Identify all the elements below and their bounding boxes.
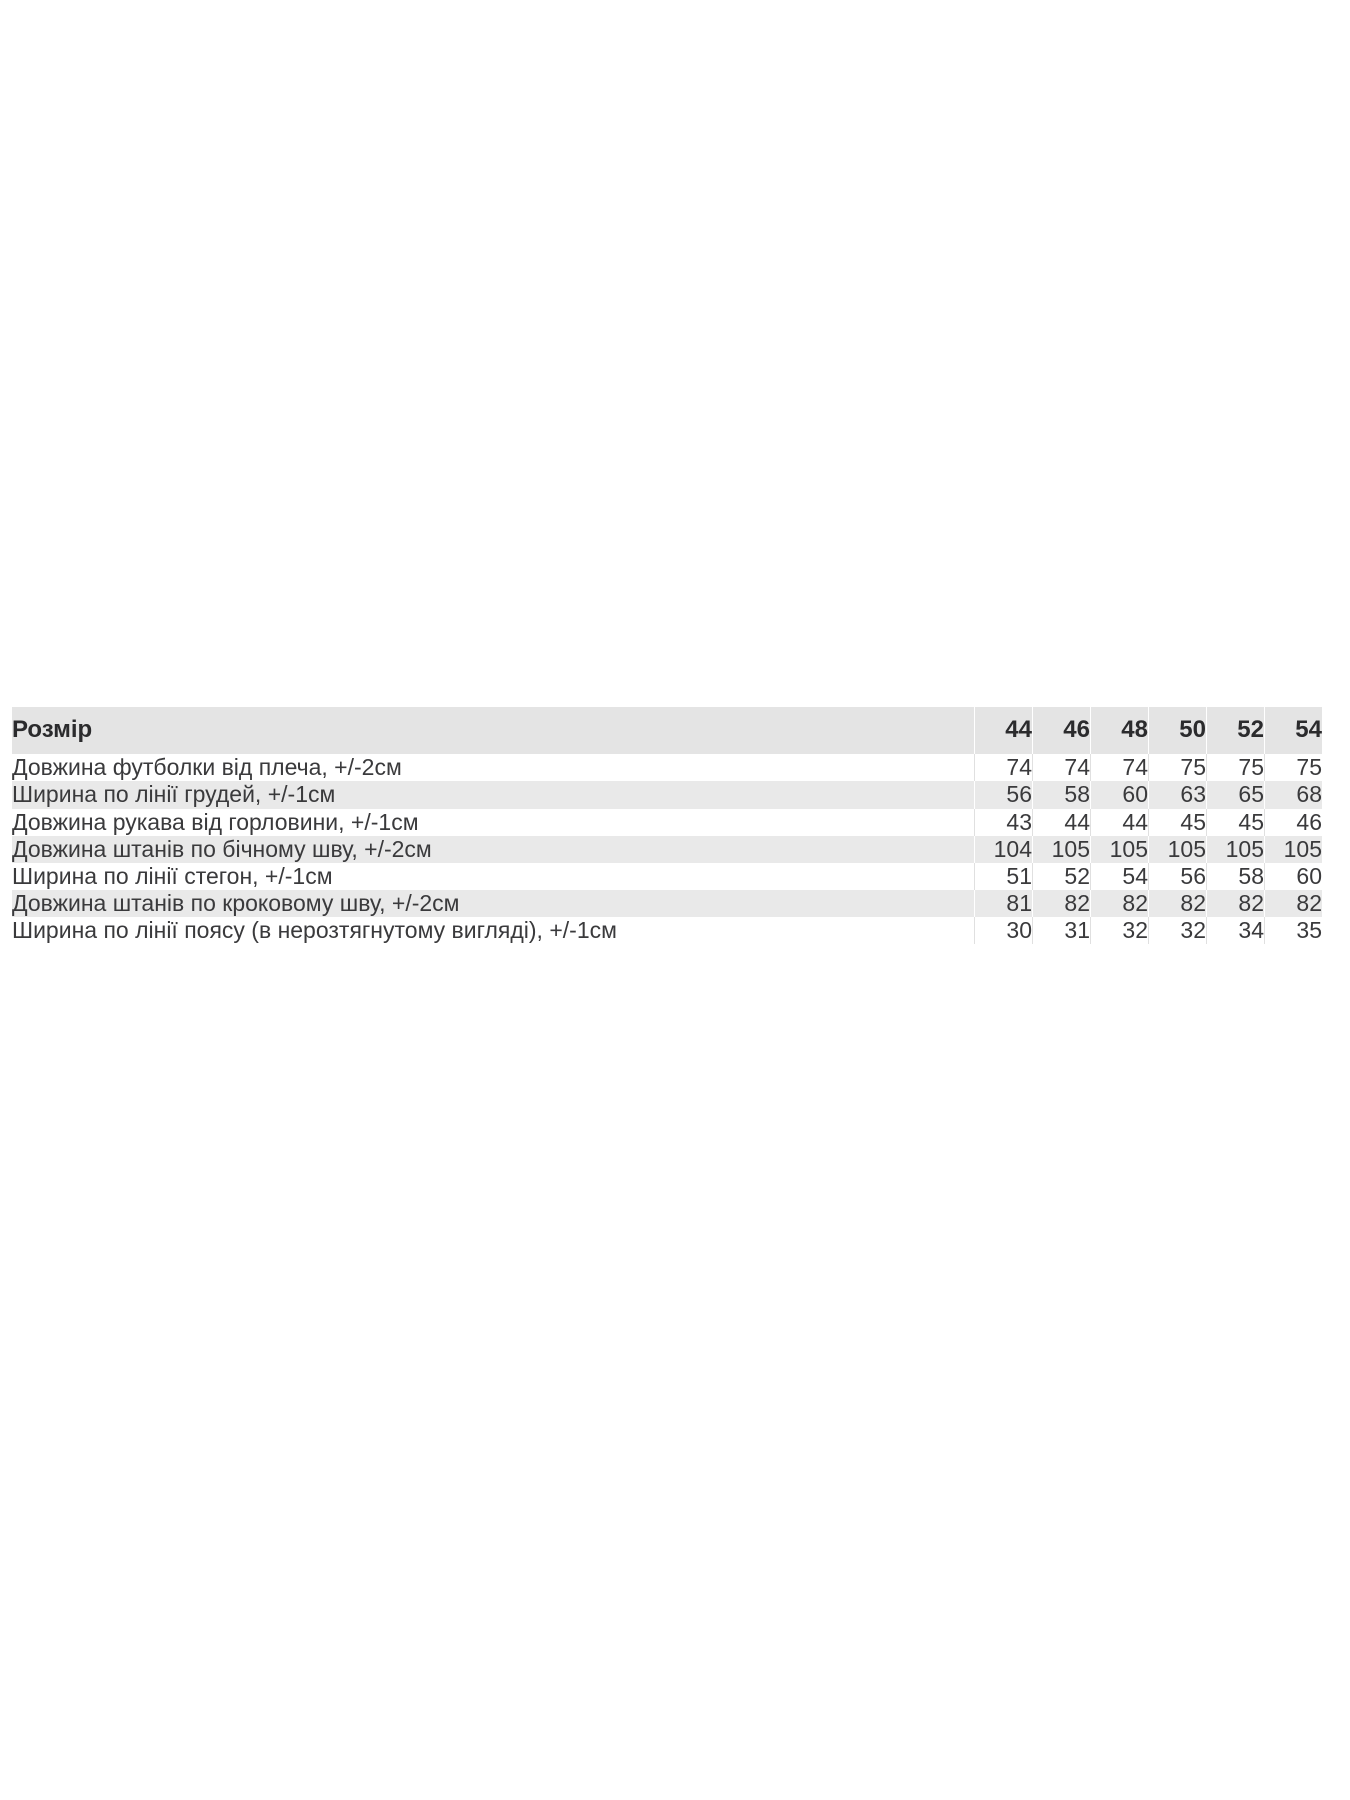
header-size-44: 44: [975, 707, 1033, 754]
header-size-52: 52: [1207, 707, 1265, 754]
table-row: [12, 781, 1322, 808]
row-value: 81: [975, 890, 1033, 917]
row-value: 82: [1149, 890, 1207, 917]
row-value: 105: [1265, 836, 1323, 863]
row-value: 82: [1265, 890, 1323, 917]
row-value: 75: [1207, 754, 1265, 781]
row-value: 105: [1091, 836, 1149, 863]
size-chart-table: [12, 707, 1322, 944]
row-value: 45: [1149, 809, 1207, 836]
row-value: 54: [1091, 863, 1149, 890]
header-size-54: 54: [1265, 707, 1323, 754]
table-row: [12, 809, 1322, 836]
size-chart-body: [12, 754, 1322, 944]
row-value: 46: [1265, 809, 1323, 836]
row-value: 51: [975, 863, 1033, 890]
row-label: Довжина рукава від горловини, +/-1см: [12, 808, 419, 835]
row-value: 58: [1033, 781, 1091, 808]
row-value: 60: [1091, 781, 1149, 808]
table-row: [12, 863, 1322, 890]
row-value: 44: [1091, 809, 1149, 836]
row-label: Ширина по лінії грудей, +/-1см: [12, 781, 336, 808]
row-value: 32: [1091, 917, 1149, 944]
row-value: 105: [1033, 836, 1091, 863]
row-value: 56: [1149, 863, 1207, 890]
row-value: 60: [1265, 863, 1323, 890]
row-value: 82: [1207, 890, 1265, 917]
row-value: 56: [975, 781, 1033, 808]
row-label: Ширина по лінії стегон, +/-1см: [12, 862, 333, 889]
row-label: Довжина штанів по бічному шву, +/-2см: [12, 835, 432, 862]
row-value: 74: [1033, 754, 1091, 781]
header-size-50: 50: [1149, 707, 1207, 754]
header-size-label: Розмір: [12, 716, 93, 743]
size-chart-head: [12, 707, 1322, 754]
row-value: 45: [1207, 809, 1265, 836]
row-label: Довжина футболки від плеча, +/-2см: [12, 754, 402, 781]
row-value: 35: [1265, 917, 1323, 944]
row-label: Ширина по лінії поясу (в нерозтягнутому вигляді), +/-1см: [12, 917, 617, 944]
table-row: [12, 754, 1322, 781]
size-chart-container: [12, 707, 1322, 944]
header-size-48: 48: [1091, 707, 1149, 754]
row-value: 52: [1033, 863, 1091, 890]
row-value: 105: [1207, 836, 1265, 863]
row-value: 34: [1207, 917, 1265, 944]
row-value: 30: [975, 917, 1033, 944]
row-value: 32: [1149, 917, 1207, 944]
table-row: [12, 836, 1322, 863]
table-row: [12, 890, 1322, 917]
row-value: 63: [1149, 781, 1207, 808]
row-value: 43: [975, 809, 1033, 836]
row-value: 75: [1149, 754, 1207, 781]
row-value: 82: [1033, 890, 1091, 917]
row-value: 105: [1149, 836, 1207, 863]
row-value: 31: [1033, 917, 1091, 944]
row-label: Довжина штанів по кроковому шву, +/-2см: [12, 889, 460, 916]
row-value: 65: [1207, 781, 1265, 808]
row-value: 82: [1091, 890, 1149, 917]
table-header-row: [12, 707, 1322, 754]
header-size-46: 46: [1033, 707, 1091, 754]
table-row: [12, 917, 1322, 944]
row-value: 74: [1091, 754, 1149, 781]
row-value: 75: [1265, 754, 1323, 781]
row-value: 68: [1265, 781, 1323, 808]
row-value: 58: [1207, 863, 1265, 890]
row-value: 44: [1033, 809, 1091, 836]
row-value: 74: [975, 754, 1033, 781]
row-value: 104: [975, 836, 1033, 863]
